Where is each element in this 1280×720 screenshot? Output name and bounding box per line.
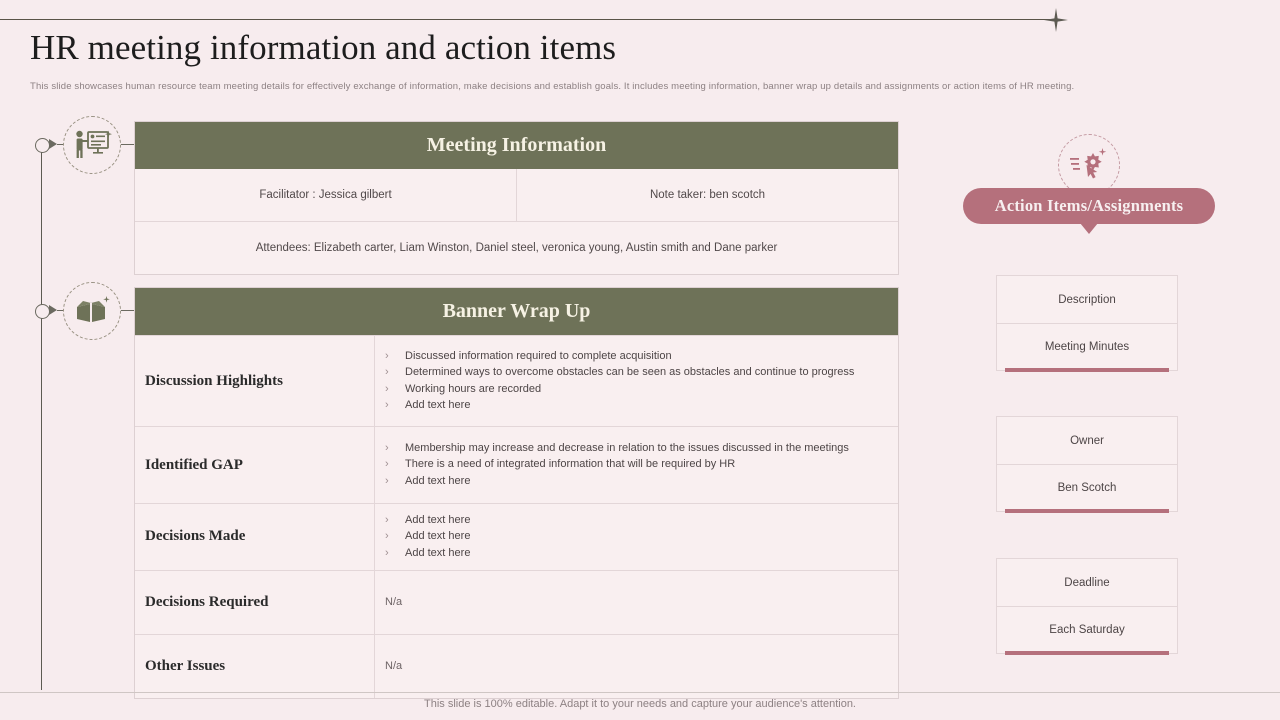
sparkle-icon xyxy=(1044,8,1068,32)
chevron-bullet-icon: › xyxy=(385,382,389,395)
row-value: N/a xyxy=(385,596,403,608)
chevron-bullet-icon: › xyxy=(385,366,389,378)
page-subtitle: This slide showcases human resource team meeting details for effectively exchange of information, make decisions and establish goals. It includes meeting information, banner wrap up details and assignments or action items of HR meeting. xyxy=(30,81,1075,92)
table-row xyxy=(135,570,898,634)
table-row xyxy=(135,426,898,503)
card-underline xyxy=(1005,509,1169,513)
list-item xyxy=(385,441,882,457)
note-taker-cell: Note taker: ben scotch xyxy=(649,189,766,201)
card-title: Description xyxy=(1058,293,1116,306)
presentation-person-icon xyxy=(72,129,112,161)
list-item xyxy=(385,349,882,365)
banner-wrap-up-heading: Banner Wrap Up xyxy=(135,288,898,335)
row-body xyxy=(375,427,898,503)
facilitator-cell: Facilitator : Jessica gilbert xyxy=(135,169,517,221)
list-item xyxy=(385,474,882,490)
card-value-text: Meeting Minutes xyxy=(1044,341,1130,353)
list-item-text: Add text here xyxy=(405,513,471,526)
list-item-text: Add text here xyxy=(405,546,471,559)
row-body xyxy=(375,571,898,634)
card-underline xyxy=(1005,368,1169,372)
connector-rail xyxy=(41,144,42,690)
action-item-card-deadline[interactable] xyxy=(996,558,1178,654)
rail-node-2 xyxy=(35,304,50,319)
row-body xyxy=(375,504,898,570)
action-item-card-description[interactable] xyxy=(996,275,1178,371)
table-row xyxy=(135,335,898,426)
meeting-information-heading: Meeting Information xyxy=(135,122,898,169)
badge-pointer xyxy=(1080,223,1098,234)
chevron-bullet-icon: › xyxy=(385,399,389,411)
chevron-bullet-icon: › xyxy=(385,474,389,487)
row-label: Decisions Required xyxy=(135,571,375,634)
presentation-person-icon-bubble xyxy=(63,116,121,174)
meeting-information-row-facilitator xyxy=(135,169,898,221)
card-underline xyxy=(1005,651,1169,655)
footer-divider xyxy=(0,692,1280,693)
open-box-icon xyxy=(73,295,111,327)
table-row xyxy=(135,634,898,698)
list-item-text: Add text here xyxy=(405,399,471,411)
row-body xyxy=(375,336,898,426)
card-title: Owner xyxy=(1070,434,1104,447)
open-box-icon-bubble xyxy=(63,282,121,340)
rail-node-1 xyxy=(35,138,50,153)
chevron-bullet-icon: › xyxy=(385,530,389,542)
action-item-card-owner[interactable] xyxy=(996,416,1178,512)
list-item xyxy=(385,382,882,398)
card-value xyxy=(997,464,1177,511)
meeting-information-row-attendees xyxy=(135,221,898,274)
chevron-bullet-icon: › xyxy=(385,546,389,559)
list-item-text: There is a need of integrated information that will be required by HR xyxy=(405,458,736,471)
gear-cursor-icon xyxy=(1069,147,1109,183)
list-item xyxy=(385,398,882,414)
table-row xyxy=(135,503,898,570)
list-item-text: Membership may increase and decrease in relation to the issues discussed in the meetings xyxy=(405,441,849,454)
chevron-bullet-icon: › xyxy=(385,349,389,362)
list-item-text: Determined ways to overcome obstacles can be seen as obstacles and continue to progress xyxy=(405,366,855,378)
footer-note: This slide is 100% editable. Adapt it to your needs and capture your audience's attention. xyxy=(424,698,856,710)
banner-wrap-up-panel xyxy=(134,287,899,699)
list-item-text: Add text here xyxy=(405,474,471,487)
list-item-text: Discussed information required to complete acquisition xyxy=(405,349,672,362)
list-item xyxy=(385,365,882,381)
chevron-bullet-icon: › xyxy=(385,441,389,454)
attendees-cell: Attendees: Elizabeth carter, Liam Winston, Daniel steel, veronica young, Austin smith and Dane parker xyxy=(255,242,778,254)
chevron-bullet-icon: › xyxy=(385,458,389,471)
row-value: N/a xyxy=(385,660,403,672)
list-item-text: Working hours are recorded xyxy=(405,382,542,395)
card-title: Deadline xyxy=(1064,576,1110,589)
list-item xyxy=(385,546,882,562)
list-item xyxy=(385,529,882,545)
page-title: HR meeting information and action items xyxy=(30,28,617,67)
list-item-text: Add text here xyxy=(405,530,471,542)
meeting-information-panel xyxy=(134,121,899,275)
list-item xyxy=(385,457,882,473)
card-value xyxy=(997,606,1177,653)
list-item xyxy=(385,513,882,529)
row-body xyxy=(375,635,898,698)
rail-arrow-2 xyxy=(49,305,57,315)
chevron-bullet-icon: › xyxy=(385,513,389,526)
row-label: Discussion Highlights xyxy=(135,336,375,426)
card-value xyxy=(997,323,1177,370)
row-label: Other Issues xyxy=(135,635,375,698)
card-value-text: Each Saturday xyxy=(1049,624,1125,636)
row-label: Decisions Made xyxy=(135,504,375,570)
top-divider xyxy=(0,19,1050,20)
card-value-text: Ben Scotch xyxy=(1057,482,1117,494)
rail-arrow-1 xyxy=(49,139,57,149)
gear-cursor-icon-bubble xyxy=(1058,134,1120,196)
row-label: Identified GAP xyxy=(135,427,375,503)
action-items-badge: Action Items/Assignments xyxy=(963,188,1215,224)
